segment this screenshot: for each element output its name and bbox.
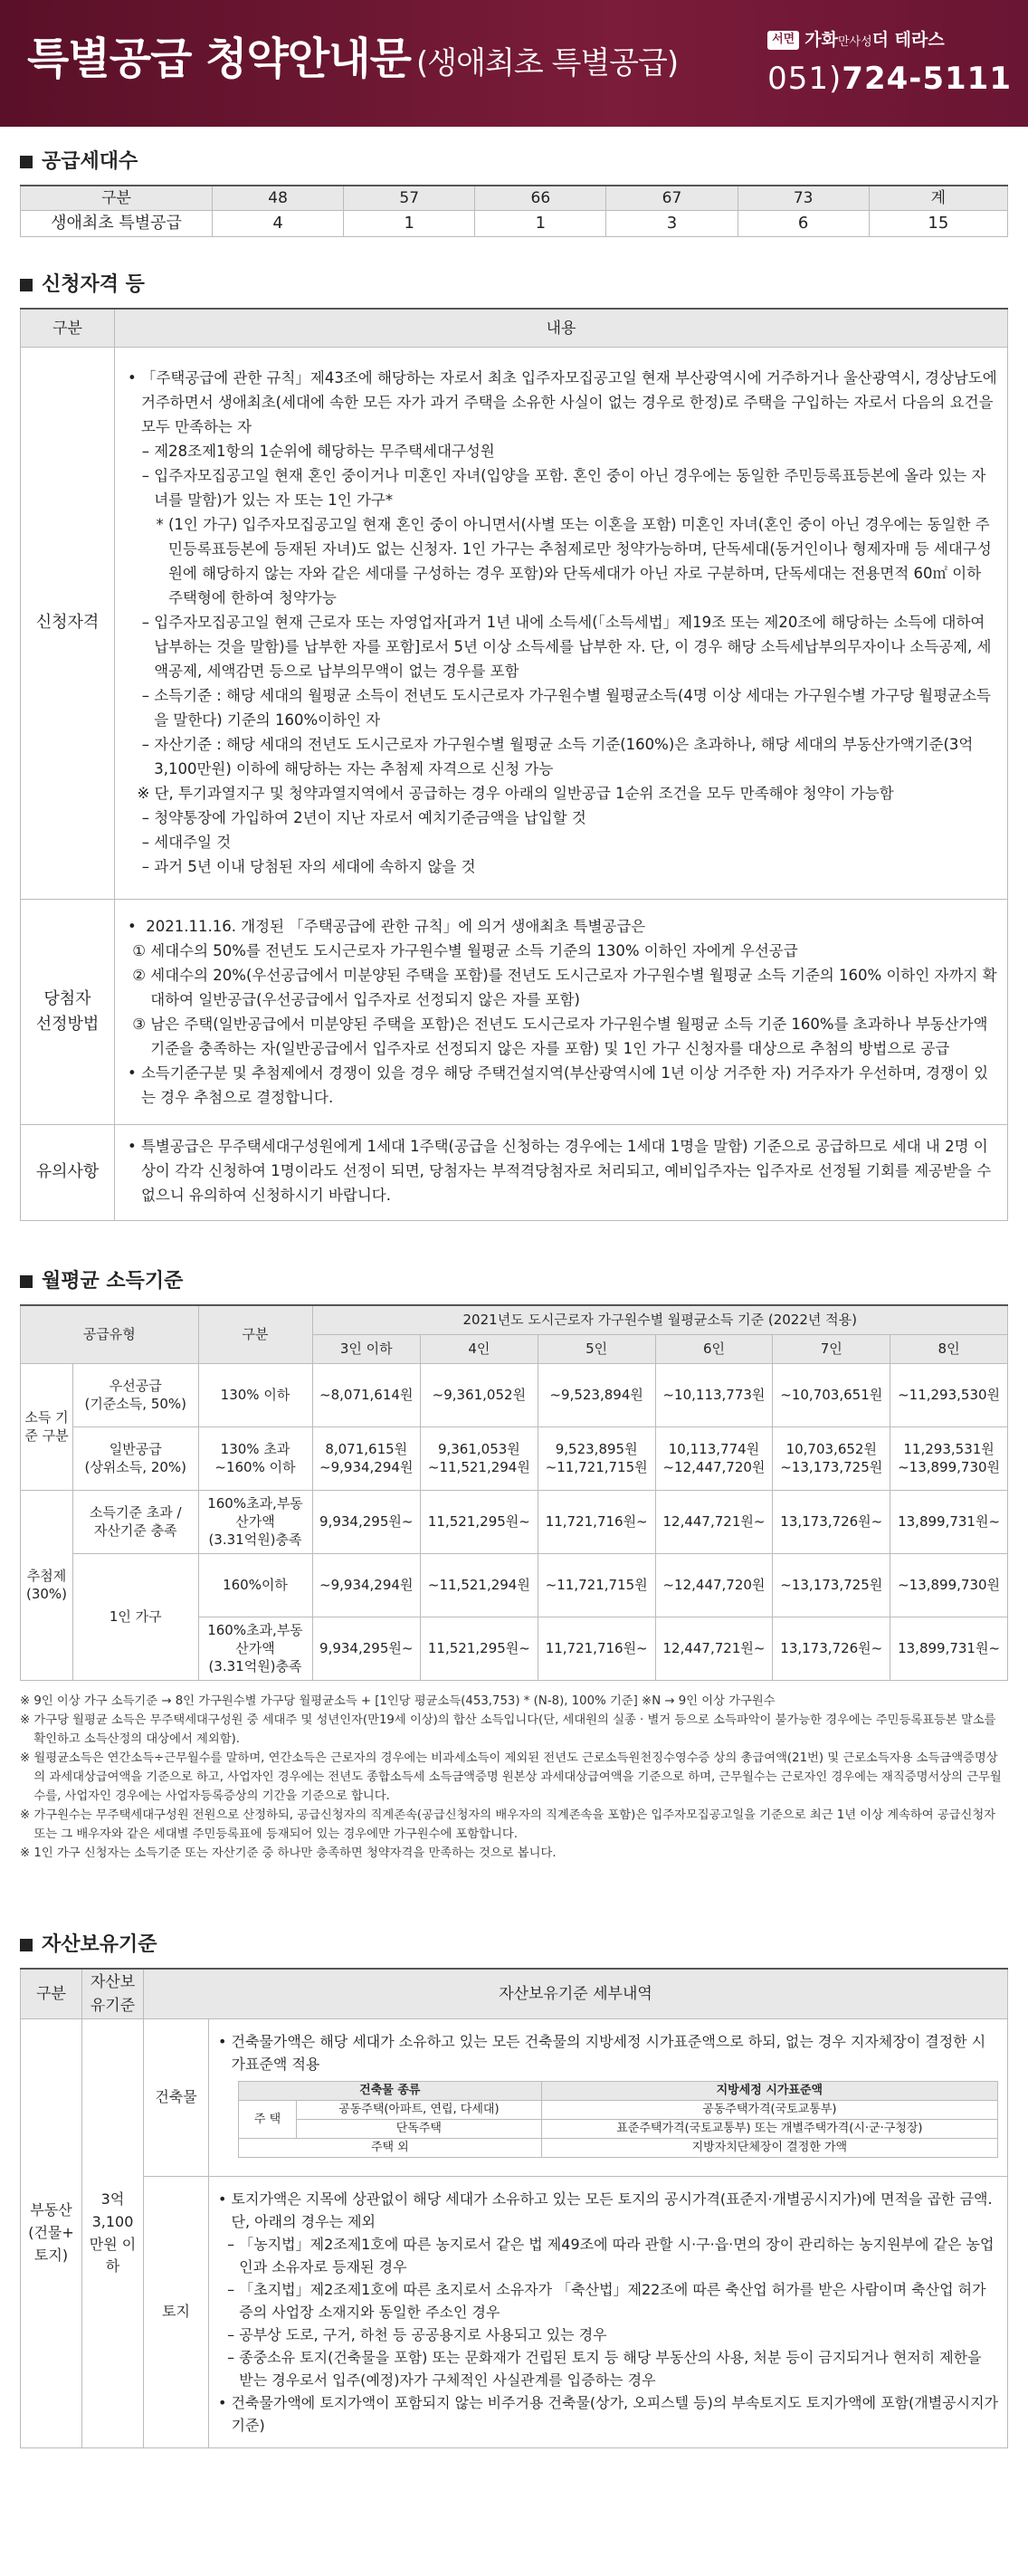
qual-label-selection-a: 당첨자 [43, 989, 91, 1009]
asset-std-b: 3,100 [91, 2212, 134, 2230]
income-h-type: 공급유형 [21, 1305, 199, 1363]
supply-h-3: 66 [475, 186, 606, 211]
income-cell: 13,173,726원~ [773, 1490, 890, 1553]
list-marker: – [218, 2236, 240, 2254]
qualification-title [20, 270, 1008, 301]
list-marker: – [128, 686, 155, 704]
income-div-single-asset [198, 1617, 312, 1680]
supply-h-2: 57 [344, 186, 475, 211]
list-marker: ※ [20, 1846, 34, 1860]
list-text: 제28조제1항의 1순위에 해당하는 무주택세대구성원 [154, 442, 495, 460]
list-text: 과거 5년 이내 당첨된 자의 세대에 속하지 않을 것 [154, 857, 476, 875]
asset-table [20, 1968, 1008, 2449]
income-group-income: 소득 기준 구분 [21, 1363, 73, 1490]
qualification-header-row [21, 309, 1008, 347]
list-item [218, 2278, 998, 2323]
income-val-b: ~9,934,294원 [319, 1459, 414, 1476]
phone-number [767, 55, 1012, 103]
list-item [128, 806, 998, 830]
list-marker: * [128, 515, 168, 533]
income-div-asset [198, 1490, 312, 1553]
supply-c-4: 3 [606, 211, 738, 237]
income-section [0, 1266, 1028, 1863]
income-cell: ~13,173,725원 [773, 1553, 890, 1617]
income-cell [420, 1426, 538, 1490]
list-text: 단, 투기과열지구 및 청약과열지역에서 공급하는 경우 아래의 일반공급 1순위 조건을 모두 만족해야 청약이 가능함 [154, 784, 894, 802]
income-val-a: 11,293,531원 [903, 1441, 995, 1458]
asset-building-line [218, 2030, 998, 2075]
qual-h-content: 내용 [115, 309, 1008, 347]
income-h-col: 6인 [655, 1334, 773, 1363]
list-text: (1인 가구) 입주자모집공고일 현재 혼인 중이 아니면서(사별 또는 이혼을 포함) 미혼인 자녀(혼인 중이 아닌 경우에는 동일한 주민등록표등본에 등재된 자녀)도 없는 신청자. 1인 가구는 추첨제로만 청약가능하며, 단독세대(동거인이나 형제자매 등 세대구성원에 해당하지 않는 자와 같은 세대를 구성하는 경우 포함)와 단독세대가 아닌 자로 구분하며, 단독세대는 전용면적 60㎡ 이하 주택형에 한하여 청약가능 [167, 515, 992, 606]
list-marker: – [128, 808, 155, 826]
income-title-text: 월평균 소득기준 [42, 1269, 184, 1293]
qual-row-notice [21, 1124, 1008, 1220]
income-type-b: 자산기준 충족 [93, 1522, 177, 1540]
qual-row-selection [21, 899, 1008, 1124]
building-cell: 표준주택가격(국토교통부) 또는 개별주택가격(시·군·구청장) [541, 2120, 997, 2139]
list-item [128, 1012, 998, 1061]
list-item [20, 1692, 1008, 1711]
income-table [20, 1304, 1008, 1681]
list-item [128, 732, 998, 781]
asset-category [21, 2019, 82, 2448]
income-cell: ~11,721,715원 [538, 1553, 655, 1617]
income-cell: ~9,523,894원 [538, 1363, 655, 1426]
list-item [128, 939, 998, 963]
list-item [128, 830, 998, 854]
list-marker: • [128, 1064, 141, 1082]
brand-block [767, 27, 1012, 103]
income-group-a: 추첨제 [26, 1568, 67, 1585]
list-item [128, 463, 998, 512]
income-cell: ~11,521,294원 [420, 1553, 538, 1617]
income-val-b: ~11,721,715원 [545, 1459, 648, 1476]
income-cell: ~11,293,530원 [890, 1363, 1008, 1426]
supply-title-text: 공급세대수 [42, 150, 138, 173]
asset-std-d: 하 [105, 2257, 120, 2275]
income-group-lottery [21, 1490, 73, 1680]
income-cell: 12,447,721원~ [655, 1490, 773, 1553]
income-type-b: (기준소득, 50%) [84, 1396, 187, 1413]
asset-building-body [209, 2019, 1008, 2177]
income-notes [20, 1692, 1008, 1863]
building-price-row [239, 2120, 998, 2139]
asset-h-div: 구분 [21, 1969, 82, 2019]
qual-h-div: 구분 [21, 309, 115, 347]
supply-h-0: 구분 [21, 186, 213, 211]
income-row-general [21, 1426, 1008, 1490]
income-val-a: 10,113,774원 [668, 1441, 760, 1458]
income-row-lottery-asset [21, 1490, 1008, 1553]
income-val-b: ~13,899,730원 [898, 1459, 1001, 1476]
income-val-b: ~12,447,720원 [662, 1459, 766, 1476]
income-cell: 13,899,731원~ [890, 1490, 1008, 1553]
list-marker: ※ [20, 1808, 34, 1822]
list-text: 청약통장에 가입하여 2년이 지난 자로서 예치기준금액을 납입할 것 [154, 808, 586, 826]
income-cell: ~9,934,294원 [312, 1553, 420, 1617]
income-val-a: 9,523,895원 [555, 1441, 638, 1458]
list-marker: – [128, 466, 155, 484]
list-text: 건축물가액에 토지가액이 포함되지 않는 비주거용 건축물(상가, 오피스텔 등)의 부속토지도 토지가액에 포함(개별공시지가 기준) [231, 2394, 999, 2435]
list-marker: ③ [128, 1015, 151, 1033]
income-cell: 12,447,721원~ [655, 1617, 773, 1680]
asset-std-c: 만원 이 [89, 2235, 137, 2253]
building-cell: 단독주택 [297, 2120, 542, 2139]
asset-header-row [21, 1969, 1008, 2019]
income-type-b: (상위소득, 20%) [84, 1459, 187, 1476]
asset-cat-b: (건물+ [28, 2224, 74, 2242]
building-h-type: 건축물 종류 [239, 2082, 542, 2101]
list-marker: • [218, 2394, 232, 2412]
qual-label-eligibility: 신청자격 [21, 347, 115, 899]
income-cell: 13,899,731원~ [890, 1617, 1008, 1680]
list-text: 입주자모집공고일 현재 혼인 중이거나 미혼인 자녀(입양을 포함. 혼인 중이 아닌 경우에는 동일한 주민등록표등본에 올라 있는 자녀를 말함)가 있는 자 또는 1인 가구* [154, 466, 986, 509]
list-item [128, 610, 998, 683]
list-marker: – [218, 2326, 240, 2344]
square-bullet-icon [20, 1939, 33, 1951]
supply-c-1: 4 [213, 211, 344, 237]
list-marker: • [128, 917, 147, 935]
income-title [20, 1266, 1008, 1297]
list-item [20, 1711, 1008, 1749]
list-text: 가구원수는 무주택세대구성원 전원으로 산정하되, 공급신청자의 직계존속(공급신청자의 배우자의 직계존속을 포함)은 입주자모집공고일을 기준으로 최근 1년 이상 계속하여 공급신청자 또는 그 배우자와 같은 세대별 주민등록표에 등재되어 있는 경우에만 가구원수에 포함합니다. [33, 1808, 996, 1841]
list-text: 세대주일 것 [154, 833, 232, 851]
list-text: 2021.11.16. 개정된 「주택공급에 관한 규칙」에 의거 생애최초 특별공급은 [146, 917, 646, 935]
list-item [218, 2346, 998, 2391]
qual-label-selection [21, 899, 115, 1124]
supply-h-1: 48 [213, 186, 344, 211]
qual-row-eligibility [21, 347, 1008, 899]
asset-building-label: 건축물 [144, 2019, 209, 2177]
list-marker: ② [128, 966, 151, 984]
asset-h-std [82, 1969, 144, 2019]
asset-h-std-a: 자산보 [90, 1972, 136, 1991]
asset-standard [82, 2019, 144, 2448]
supply-c-6: 15 [869, 211, 1007, 237]
income-val-a: 10,703,652원 [785, 1441, 877, 1458]
income-h-col: 4인 [420, 1334, 538, 1363]
brand-name-a: 가화 [804, 30, 838, 50]
income-val-a: 8,071,615원 [325, 1441, 408, 1458]
supply-c-3: 1 [475, 211, 606, 237]
supply-h-6: 계 [869, 186, 1007, 211]
income-cell: ~10,703,651원 [773, 1363, 890, 1426]
list-item [218, 2233, 998, 2278]
building-price-header [239, 2082, 998, 2101]
phone-area: 051) [767, 61, 842, 98]
brand-badge: 서면 [767, 31, 799, 49]
supply-h-5: 73 [738, 186, 869, 211]
income-cell [538, 1426, 655, 1490]
building-price-row [239, 2101, 998, 2120]
page-header [0, 0, 1028, 127]
qual-label-selection-b: 선정방법 [35, 1014, 100, 1034]
list-item [20, 1806, 1008, 1844]
list-item [218, 2188, 998, 2233]
list-item [128, 854, 998, 879]
qual-label-notice: 유의사항 [21, 1124, 115, 1220]
list-text: 세대수의 20%(우선공급에서 미분양된 주택을 포함)를 전년도 도시근로자 가구원수별 월평균 소득 기준의 160% 이하인 자까지 확대하여 일반공급(우선공급에서 입주자로 선정되지 않은 자를 포함) [150, 966, 997, 1008]
list-item [218, 2323, 998, 2346]
supply-section [0, 147, 1028, 237]
list-item [128, 963, 998, 1012]
qualification-table [20, 308, 1008, 1221]
list-marker: • [218, 2033, 232, 2051]
list-text: 1인 가구 신청자는 소득기준 또는 자산기준 중 하나만 충족하면 청약자격을 만족하는 것으로 봅니다. [33, 1846, 557, 1860]
supply-c-5: 6 [738, 211, 869, 237]
income-h-top: 2021년도 도시근로자 가구원수별 월평균소득 기준 (2022년 적용) [312, 1305, 1008, 1334]
supply-header-row [21, 186, 1008, 211]
income-cell: 11,521,295원~ [420, 1617, 538, 1680]
building-h-price: 지방세정 시가표준액 [541, 2082, 997, 2101]
asset-h-detail: 자산보유기준 세부내역 [144, 1969, 1008, 2019]
phone-num: 724-5111 [842, 61, 1012, 98]
list-item [128, 781, 998, 806]
list-item [128, 914, 998, 939]
income-cell: 11,721,716원~ [538, 1617, 655, 1680]
income-div-b: (3.31억원)충족 [208, 1658, 302, 1675]
building-house-label: 주 택 [239, 2101, 297, 2139]
income-h-col: 5인 [538, 1334, 655, 1363]
building-price-row [239, 2139, 998, 2158]
brand-name-small: 만사성 [837, 35, 872, 49]
asset-land-body [209, 2177, 1008, 2448]
qualification-section [0, 270, 1028, 1221]
list-text: 9인 이상 가구 소득기준 → 8인 가구원수별 가구당 월평균소득 + [1인당 평균소득(453,753) * (N-8), 100% 기준] ※N → 9인 이상 가구원수 [33, 1693, 776, 1708]
supply-c-2: 1 [344, 211, 475, 237]
supply-c-0: 생애최초 특별공급 [21, 211, 213, 237]
list-text: 소득기준 : 해당 세대의 월평균 소득이 전년도 도시근로자 가구원수별 월평균소득(4명 이상 세대는 가구원수별 가구당 월평균소득을 말한다) 기준의 160%이하인 자 [154, 686, 991, 729]
asset-row-building [21, 2019, 1008, 2177]
list-text: 남은 주택(일반공급에서 미분양된 주택을 포함)은 전년도 도시근로자 가구원수별 월평균 소득 기준 160%를 초과하나 부동산가액 기준을 충족하는 자(일반공급에서 입주자로 선정되지 않은 자를 포함) 및 1인 가구 신청자를 대상으로 추첨의 방법으로 공급 [150, 1015, 988, 1057]
asset-row-land [21, 2177, 1008, 2448]
income-type-a: 일반공급 [109, 1441, 162, 1458]
income-cell: 9,934,295원~ [312, 1490, 420, 1553]
list-marker: – [128, 735, 155, 753]
square-bullet-icon [20, 279, 33, 291]
list-marker: – [218, 2349, 240, 2367]
supply-h-4: 67 [606, 186, 738, 211]
income-cell: ~12,447,720원 [655, 1553, 773, 1617]
list-item [128, 1061, 998, 1110]
income-h-div: 구분 [198, 1305, 312, 1363]
list-text: 자산기준 : 해당 세대의 전년도 도시근로자 가구원수별 월평균 소득 기준(160%)은 초과하나, 해당 세대의 부동산가액기준(3억3,100만원) 이하에 해당하는 자는 추첨제 자격으로 신청 가능 [154, 735, 974, 778]
list-marker: • [128, 368, 141, 386]
income-div-priority: 130% 이하 [198, 1363, 312, 1426]
qual-body-notice [115, 1124, 1008, 1220]
asset-section [0, 1930, 1028, 2449]
list-marker: – [128, 442, 155, 460]
title-main: 특별공급 청약안내문 [27, 33, 412, 84]
list-item [128, 512, 998, 610]
square-bullet-icon [20, 1275, 33, 1288]
income-h-col: 3인 이하 [312, 1334, 420, 1363]
list-marker: ※ [20, 1751, 34, 1765]
list-marker: • [218, 2190, 232, 2209]
list-marker: ※ [20, 1693, 34, 1708]
income-div-a: 160%초과,부동산가액 [207, 1622, 303, 1657]
list-item [20, 1844, 1008, 1863]
income-cell: 11,721,716원~ [538, 1490, 655, 1553]
income-cell: ~10,113,773원 [655, 1363, 773, 1426]
asset-land-label: 토지 [144, 2177, 209, 2448]
asset-std-a: 3억 [100, 2190, 125, 2209]
income-div-general: 130% 초과~160% 이하 [198, 1426, 312, 1490]
list-marker: – [128, 833, 155, 851]
income-cell: 9,934,295원~ [312, 1617, 420, 1680]
list-text: 세대수의 50%를 전년도 도시근로자 가구원수별 월평균 소득 기준의 130% 이하인 자에게 우선공급 [150, 941, 798, 959]
income-type-asset [73, 1490, 199, 1553]
list-text: 「농지법」제2조제1호에 따른 농지로서 같은 법 제49조에 따라 관할 시·구·읍·면의 장이 관리하는 농지원부에 같은 농업인과 소유자로 등재된 경우 [239, 2236, 995, 2276]
list-text: 소득기준구분 및 추첨제에서 경쟁이 있을 경우 해당 주택건설지역(부산광역시에 1년 이상 거주한 자) 거주자가 우선하며, 경쟁이 있는 경우 추첨으로 결정합니다. [140, 1064, 989, 1106]
list-text: 토지가액은 지목에 상관없이 해당 세대가 소유하고 있는 모든 토지의 공시가격(표준지·개별공시지가)에 면적을 곱한 금액. 단, 아래의 경우는 제외 [231, 2190, 993, 2231]
list-item [128, 1134, 998, 1207]
brand-name-b: 더 테라스 [871, 30, 945, 50]
page-title [27, 25, 678, 92]
building-cell: 주택 외 [239, 2139, 542, 2158]
list-text: 종중소유 토지(건축물을 포함) 또는 문화재가 건립된 토지 등 해당 부동산의 사용, 처분 등이 금지되거나 현저히 제한을 받는 경우로서 입주(예정)자가 구체적인 사실관계를 입증하는 경우 [239, 2349, 982, 2390]
income-type-a: 소득기준 초과 / [89, 1504, 182, 1522]
income-type-single: 1인 가구 [73, 1553, 199, 1680]
income-cell: 11,521,295원~ [420, 1490, 538, 1553]
list-text: 공부상 도로, 구거, 하천 등 공공용지로 사용되고 있는 경우 [239, 2326, 607, 2344]
income-div-a: 160%초과,부동산가액 [207, 1495, 303, 1531]
income-val-a: 9,361,053원 [437, 1441, 520, 1458]
income-cell [890, 1426, 1008, 1490]
list-item [20, 1749, 1008, 1806]
list-item [128, 366, 998, 439]
income-cell [773, 1426, 890, 1490]
list-marker: – [218, 2281, 240, 2299]
asset-title [20, 1930, 1008, 1961]
asset-cat-c: 토지) [33, 2247, 69, 2264]
list-text: 가구당 월평균 소득은 무주택세대구성원 중 세대주 및 성년인자(만19세 이상)의 합산 소득입니다(단, 세대원의 실종 · 별거 등으로 소득파악이 불가능한 경우에는 주민등록표등본 말소를 확인하고 소득산정의 대상에서 제외함). [33, 1713, 996, 1746]
asset-cat-a: 부동산 [30, 2201, 72, 2219]
title-sub: (생애최초 특별공급) [416, 45, 679, 81]
income-cell [312, 1426, 420, 1490]
list-text: 건축물가액은 해당 세대가 소유하고 있는 모든 건축물의 지방세정 시가표준액으로 하되, 없는 경우 지자체장이 결정한 시가표준액 적용 [231, 2033, 986, 2074]
asset-h-std-b: 유기준 [90, 1996, 136, 2015]
building-cell: 공동주택가격(국토교통부) [541, 2101, 997, 2120]
income-group-b: (30%) [25, 1586, 68, 1603]
list-text: 입주자모집공고일 현재 근로자 또는 자영업자[과거 1년 내에 소득세(「소득세법」제19조 또는 제20조에 해당하는 소득에 대하여 납부하는 것을 말함)를 납부한 자를 포함]로서 5년 이상 소득세를 납부한 자. 단, 이 경우 해당 소득세납부의무자이나 소득공제, 세액공제, 세액감면 등으로 납부의무액이 없는 경우를 포함 [154, 613, 992, 680]
income-div-b: (3.31억원)충족 [208, 1531, 302, 1549]
list-text: 월평균소득은 연간소득÷근무월수를 말하며, 연간소득은 근로자의 경우에는 비과세소득이 제외된 전년도 근로소득원천징수영수증 상의 총급여액(21번) 및 근로소득자용 소득금액증명상의 과세대상급여액을 기준으로 하고, 사업자인 경우에는 전년도 종합소득세 소득금액증명 원본상 과세대상급여액을 기준으로 하며, 근무월수는 근로자인 경우에는 재직증명서상의 근무월수를, 사업자인 경우에는 사업자등록증상의 기간을 기준으로 합니다. [33, 1751, 1002, 1803]
income-row-priority [21, 1363, 1008, 1426]
income-div-single-160: 160%이하 [198, 1553, 312, 1617]
income-type-general [73, 1426, 199, 1490]
qual-body-eligibility [115, 347, 1008, 899]
list-marker: ※ [20, 1713, 34, 1727]
supply-row [21, 211, 1008, 237]
building-cell: 공동주택(아파트, 연립, 다세대) [297, 2101, 542, 2120]
list-text: 특별공급은 무주택세대구성원에게 1세대 1주택(공급을 신청하는 경우에는 1세대 1명을 말함) 기준으로 공급하므로 세대 내 2명 이상이 각각 신청하여 1명이라도 선정이 되면, 당첨자는 부적격당첨자로 처리되고, 예비입주자는 입주자로 선정될 기회를 제공받을 수 없으니 유의하여 신청하시기 바랍니다. [140, 1137, 992, 1204]
income-val-b: ~13,173,725원 [780, 1459, 883, 1476]
building-cell: 지방자치단체장이 결정한 가액 [541, 2139, 997, 2158]
qual-body-selection [115, 899, 1008, 1124]
qualification-title-text: 신청자격 등 [42, 273, 145, 297]
list-marker: ※ [128, 784, 155, 802]
list-marker: – [128, 613, 155, 631]
supply-title [20, 147, 1008, 177]
list-text: 「주택공급에 관한 규칙」제43조에 해당하는 자로서 최초 입주자모집공고일 현재 부산광역시에 거주하거나 울산광역시, 경상남도에 거주하면서 생애최초(세대에 속한 모든 자가 과거 주택을 소유한 사실이 없는 경우로 한정)로 주택을 구입하는 자로서 다음의 요건을 모두 만족하는 자 [140, 368, 997, 435]
income-h-col: 8인 [890, 1334, 1008, 1363]
list-text: 「초지법」제2조제1호에 따른 초지로서 소유자가 「축산법」제22조에 따른 축산업 허가를 받은 사람이며 축산업 허가증의 사업장 소재지와 동일한 주소인 경우 [239, 2281, 986, 2322]
income-cell: ~8,071,614원 [312, 1363, 420, 1426]
income-row-single-160 [21, 1553, 1008, 1617]
income-type-priority [73, 1363, 199, 1426]
income-type-a: 우선공급 [109, 1378, 162, 1395]
list-item [128, 439, 998, 463]
income-cell: ~9,361,052원 [420, 1363, 538, 1426]
income-cell: ~13,899,730원 [890, 1553, 1008, 1617]
list-item [218, 2391, 998, 2437]
list-marker: ① [128, 941, 151, 959]
income-cell: 13,173,726원~ [773, 1617, 890, 1680]
building-price-table [238, 2081, 998, 2158]
income-header-row-1 [21, 1305, 1008, 1334]
supply-table [20, 185, 1008, 237]
income-cell [655, 1426, 773, 1490]
list-marker: • [128, 1137, 141, 1155]
square-bullet-icon [20, 156, 33, 168]
list-item [128, 683, 998, 732]
income-h-col: 7인 [773, 1334, 890, 1363]
income-val-b: ~11,521,294원 [427, 1459, 530, 1476]
asset-title-text: 자산보유기준 [42, 1932, 157, 1956]
list-marker: – [128, 857, 155, 875]
